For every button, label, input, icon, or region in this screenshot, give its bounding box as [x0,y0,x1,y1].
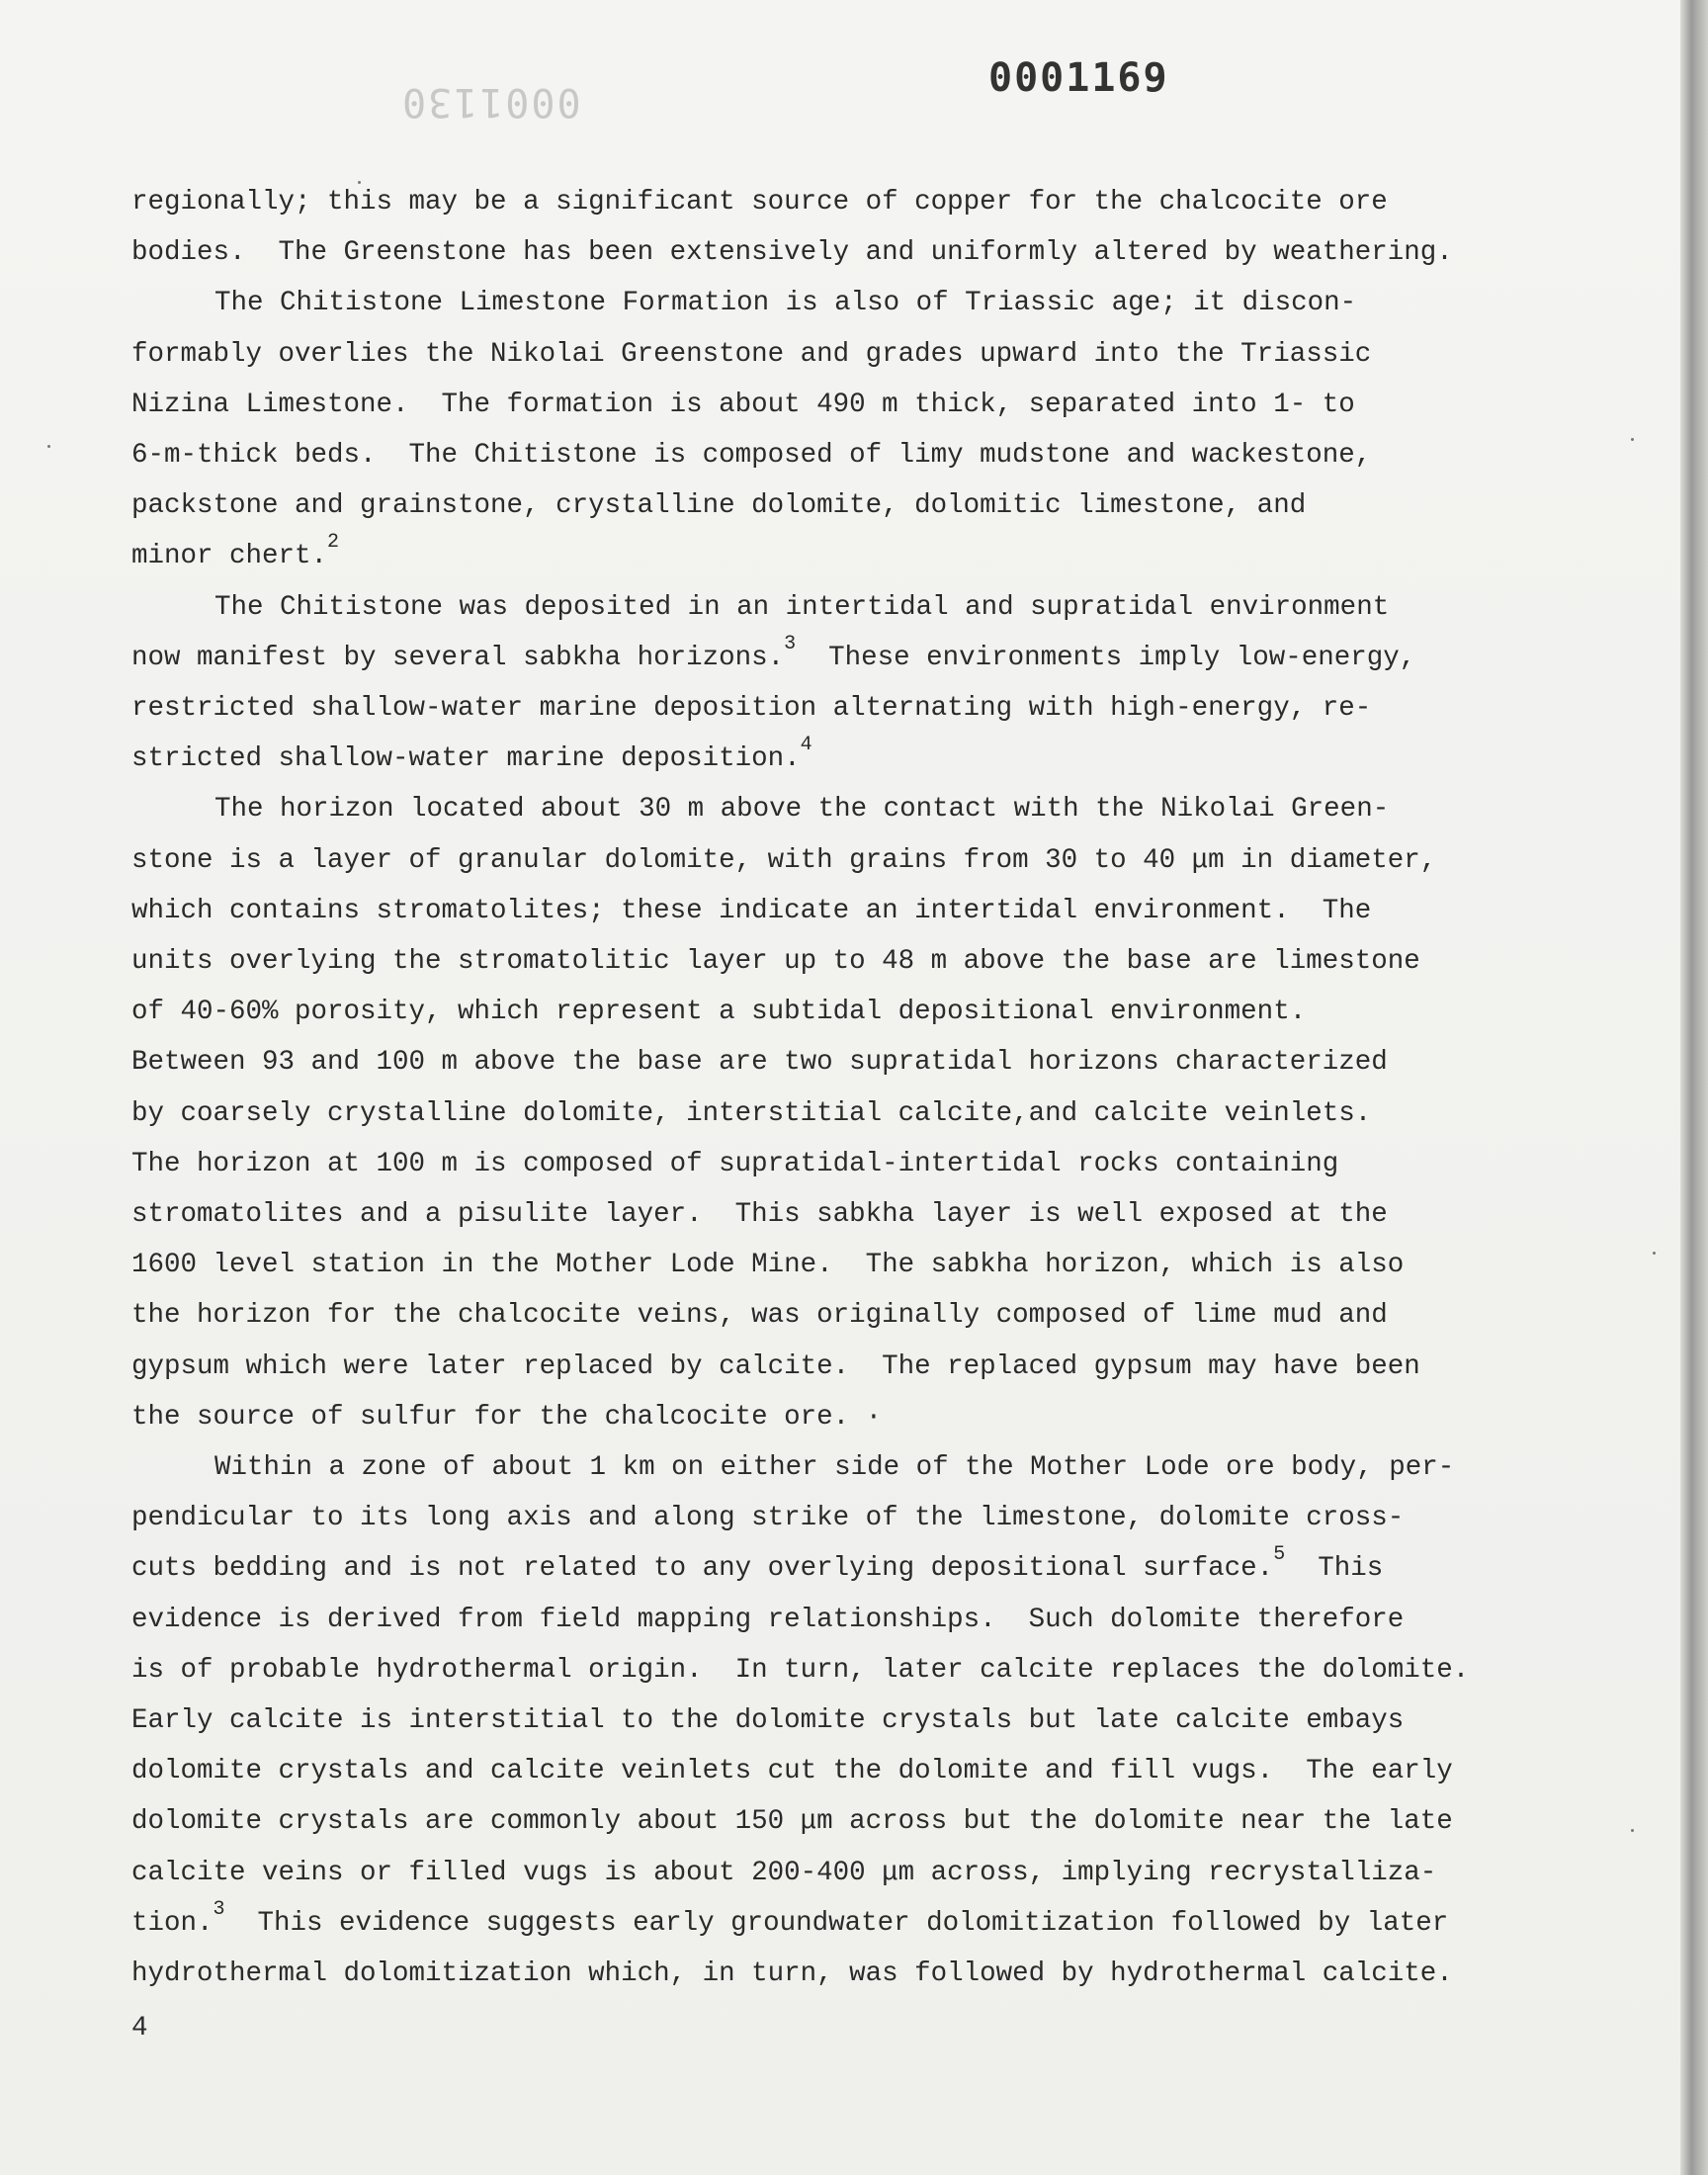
speck-mark [358,181,361,184]
speck-mark [1631,438,1634,441]
line-text: the source of sulfur for the chalcocite ore. · [131,1402,883,1433]
footnote-reference: 2 [327,531,340,554]
text-line [131,945,1420,979]
line-text: The horizon at 100 m is composed of supratidal-intertidal rocks containing [131,1149,1339,1179]
speck-mark [1631,1829,1634,1832]
text-line [131,734,812,776]
line-text: now manifest by several sabkha horizons. [131,643,785,673]
text-line [131,236,1453,270]
text-line [131,389,1355,422]
line-text-continued: This [1285,1553,1384,1584]
text-line [214,793,1389,826]
text-line [131,844,1436,878]
line-text: bodies. The Greenstone has been extensively and uniformly altered by weathering. [131,237,1453,268]
text-line [131,186,1388,219]
line-text: The Chitistone Limestone Formation is also of Triassic age; it discon- [214,288,1357,318]
text-line [131,1299,1388,1333]
line-text: Early calcite is interstitial to the dolomite crystals but late calcite embays [131,1705,1405,1736]
text-line [131,1350,1420,1384]
text-line [131,1198,1388,1232]
line-text: hydrothermal dolomitization which, in turn, was followed by hydrothermal calcite. [131,1958,1453,1989]
line-text: packstone and grainstone, crystalline dolomite, dolomitic limestone, and [131,490,1307,521]
line-text: the horizon for the chalcocite veins, was originally composed of lime mud and [131,1300,1388,1331]
line-text: The Chitistone was deposited in an intertidal and supratidal environment [214,592,1390,623]
text-line [131,1502,1404,1535]
text-line [131,1604,1404,1637]
line-text: cuts bedding and is not related to any overlying depositional surface. [131,1553,1274,1584]
footnote-reference: 3 [784,633,797,655]
text-line [131,1097,1371,1131]
line-text: calcite veins or filled vugs is about 200-400 μm across, implying recrystalliza- [131,1858,1437,1888]
line-text-continued: These environments imply low-energy, [796,643,1416,673]
line-text: 6-m-thick beds. The Chitistone is composed of limy mudstone and wackestone, [131,440,1372,471]
footnote-reference: 3 [213,1898,225,1921]
text-line [131,1543,1384,1586]
line-text: The horizon located about 30 m above the contact with the Nikolai Green- [214,794,1390,825]
text-line [131,1249,1404,1282]
text-line [131,489,1306,523]
line-text: regionally; this may be a significant source of copper for the chalcocite ore [131,187,1388,218]
line-text: stone is a layer of granular dolomite, with grains from 30 to 40 μm in diameter, [131,845,1437,876]
text-line [131,1958,1453,1991]
text-line [214,1451,1454,1485]
line-text: which contains stromatolites; these indicate an intertidal environment. The [131,896,1372,926]
line-text: Within a zone of about 1 km on either side of the Mother Lode ore body, per- [214,1452,1455,1483]
line-text: Between 93 and 100 m above the base are two supratidal horizons characterized [131,1047,1388,1078]
page-number: 4 [131,2013,148,2044]
document-control-number: 0001169 [988,55,1169,101]
text-line [131,1046,1388,1080]
line-text: stricted shallow-water marine deposition. [131,743,801,774]
footnote-reference: 4 [800,734,812,756]
text-line [131,338,1371,372]
text-line [131,1898,1449,1941]
line-text: of 40-60% porosity, which represent a subtidal depositional environment. [131,997,1307,1027]
footnote-reference: 5 [1273,1543,1286,1566]
speck-mark [47,445,50,448]
text-line [131,1148,1338,1181]
line-text: units overlying the stromatolitic layer up to 48 m above the base are limestone [131,946,1420,977]
line-text: dolomite crystals and calcite veinlets cut the dolomite and fill vugs. The early [131,1756,1453,1786]
text-line [131,1805,1453,1839]
line-text: stromatolites and a pisulite layer. This sabkha layer is well exposed at the [131,1199,1388,1230]
line-text-continued: This evidence suggests early groundwater dolomitization followed by later [224,1908,1449,1939]
line-text: dolomite crystals are commonly about 150 μm across but the dolomite near the late [131,1806,1453,1837]
text-line [131,439,1371,473]
line-text: Nizina Limestone. The formation is about 490 m thick, separated into 1- to [131,390,1355,420]
line-text: formably overlies the Nikolai Greenstone and grades upward into the Triassic [131,339,1372,370]
text-line [214,591,1389,625]
line-text: evidence is derived from field mapping relationships. Such dolomite therefore [131,1605,1405,1635]
line-text: minor chert. [131,541,328,571]
line-text: is of probable hydrothermal origin. In turn, later calcite replaces the dolomite. [131,1655,1470,1686]
text-line [131,1857,1436,1890]
scan-edge [1680,0,1708,2175]
line-text: tion. [131,1908,214,1939]
text-line [214,287,1356,320]
text-line [131,531,340,573]
text-line [131,692,1371,726]
text-line [131,1704,1404,1738]
text-line [131,1401,882,1435]
text-line [131,895,1371,928]
text-line [131,996,1306,1029]
line-text: restricted shallow-water marine deposition alternating with high-energy, re- [131,693,1372,724]
speck-mark [1653,1252,1656,1255]
line-text: gypsum which were later replaced by calcite. The replaced gypsum may have been [131,1351,1420,1382]
line-text: pendicular to its long axis and along strike of the limestone, dolomite cross- [131,1503,1405,1533]
line-text: by coarsely crystalline dolomite, interstitial calcite,and calcite veinlets. [131,1098,1372,1129]
text-line [131,633,1416,675]
line-text: 1600 level station in the Mother Lode Mine. The sabkha horizon, which is also [131,1250,1405,1280]
bleed-through-stamp: 0001130 [400,79,581,125]
text-line [131,1755,1453,1788]
text-line [131,1654,1469,1688]
